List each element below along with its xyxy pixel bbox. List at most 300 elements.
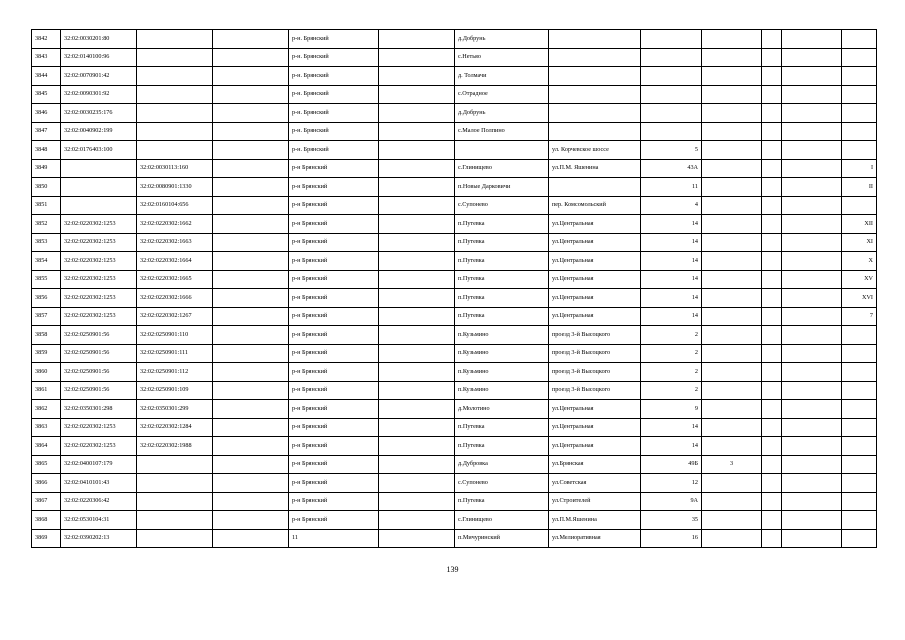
empty-cell (213, 141, 289, 160)
premises-number (842, 122, 877, 141)
empty-cell (213, 529, 289, 548)
cadastral-number-parcel: 32:02:0140100:96 (61, 48, 137, 67)
row-number: 3862 (32, 400, 61, 419)
house-number (641, 48, 702, 67)
empty-cell (213, 437, 289, 456)
empty-cell (379, 233, 455, 252)
building-number (702, 270, 762, 289)
cadastral-number-building (137, 122, 213, 141)
premises-number (842, 48, 877, 67)
building-number (702, 141, 762, 160)
table-row (32, 344, 877, 363)
empty-cell (782, 104, 842, 123)
empty-cell (762, 307, 782, 326)
building-number (702, 252, 762, 271)
locality: п.Кузьмино (455, 326, 549, 345)
empty-cell (782, 492, 842, 511)
table-row (32, 381, 877, 400)
premises-number: XV (842, 270, 877, 289)
locality: п.Путевка (455, 215, 549, 234)
empty-cell (762, 437, 782, 456)
empty-cell (379, 529, 455, 548)
table-row (32, 252, 877, 271)
district: 11 (289, 529, 379, 548)
table-row (32, 363, 877, 382)
house-number: 14 (641, 252, 702, 271)
cadastral-number-parcel: 32:02:0400107:179 (61, 455, 137, 474)
house-number: 9 (641, 400, 702, 419)
locality: с.Глинищево (455, 159, 549, 178)
cadastral-number-parcel: 32:02:0350301:298 (61, 400, 137, 419)
cadastral-number-parcel: 32:02:0070901:42 (61, 67, 137, 86)
empty-cell (762, 178, 782, 197)
empty-cell (782, 511, 842, 530)
empty-cell (379, 307, 455, 326)
locality: п.Путевка (455, 492, 549, 511)
premises-number: 7 (842, 307, 877, 326)
empty-cell (782, 363, 842, 382)
locality (455, 141, 549, 160)
empty-cell (379, 270, 455, 289)
street (549, 122, 641, 141)
empty-cell (213, 400, 289, 419)
row-number: 3843 (32, 48, 61, 67)
cadastral-number-building: 32:02:0250901:110 (137, 326, 213, 345)
empty-cell (782, 196, 842, 215)
district: р-н. Брянский (289, 141, 379, 160)
empty-cell (213, 48, 289, 67)
house-number: 9А (641, 492, 702, 511)
locality: с.Глинищево (455, 511, 549, 530)
cadastral-number-building: 32:02:0220302:1284 (137, 418, 213, 437)
premises-number (842, 381, 877, 400)
cadastral-number-building: 32:02:0220302:1664 (137, 252, 213, 271)
row-number: 3869 (32, 529, 61, 548)
row-number: 3863 (32, 418, 61, 437)
table-row (32, 400, 877, 419)
empty-cell (213, 196, 289, 215)
premises-number (842, 85, 877, 104)
row-number: 3866 (32, 474, 61, 493)
street: ул.Центральная (549, 437, 641, 456)
cadastral-number-parcel: 32:02:0220302:1253 (61, 307, 137, 326)
empty-cell (213, 455, 289, 474)
row-number: 3844 (32, 67, 61, 86)
cadastral-number-parcel: 32:02:0250901:56 (61, 344, 137, 363)
district: р-н. Брянский (289, 122, 379, 141)
table-row (32, 159, 877, 178)
house-number: 16 (641, 529, 702, 548)
house-number: 2 (641, 344, 702, 363)
cadastral-number-parcel: 32:02:0530104:31 (61, 511, 137, 530)
page-number: 139 (446, 565, 459, 574)
table-row (32, 215, 877, 234)
cadastral-number-building: 32:02:0220302:1267 (137, 307, 213, 326)
street (549, 104, 641, 123)
cadastral-number-building (137, 455, 213, 474)
building-number (702, 381, 762, 400)
empty-cell (762, 492, 782, 511)
premises-number (842, 326, 877, 345)
empty-cell (762, 48, 782, 67)
row-number: 3851 (32, 196, 61, 215)
table-row (32, 511, 877, 530)
empty-cell (782, 122, 842, 141)
empty-cell (213, 233, 289, 252)
street (549, 67, 641, 86)
house-number (641, 122, 702, 141)
locality: д. Толмачи (455, 67, 549, 86)
premises-number: XVI (842, 289, 877, 308)
locality: п.Путевка (455, 270, 549, 289)
empty-cell (379, 85, 455, 104)
locality: п.Кузьмино (455, 381, 549, 400)
table-row (32, 270, 877, 289)
premises-number: I (842, 159, 877, 178)
cadastral-number-parcel: 32:02:0220302:1253 (61, 437, 137, 456)
house-number: 14 (641, 233, 702, 252)
house-number: 2 (641, 381, 702, 400)
district: р-н. Брянский (289, 48, 379, 67)
row-number: 3855 (32, 270, 61, 289)
empty-cell (379, 511, 455, 530)
table-row (32, 437, 877, 456)
house-number: 4 (641, 196, 702, 215)
building-number (702, 474, 762, 493)
row-number: 3864 (32, 437, 61, 456)
table-row (32, 85, 877, 104)
street: проезд 3-й Высоцкого (549, 381, 641, 400)
empty-cell (762, 381, 782, 400)
house-number (641, 67, 702, 86)
empty-cell (762, 215, 782, 234)
empty-cell (379, 252, 455, 271)
row-number: 3861 (32, 381, 61, 400)
district: р-н Брянский (289, 455, 379, 474)
street: ул.Мелиоративная (549, 529, 641, 548)
empty-cell (762, 85, 782, 104)
street: ул.П.М.Яшенина (549, 511, 641, 530)
empty-cell (782, 307, 842, 326)
empty-cell (379, 474, 455, 493)
street: ул.Центральная (549, 252, 641, 271)
empty-cell (762, 159, 782, 178)
premises-number: II (842, 178, 877, 197)
empty-cell (379, 400, 455, 419)
cadastral-number-building (137, 48, 213, 67)
building-number (702, 215, 762, 234)
street: ул.Центральная (549, 400, 641, 419)
district: р-н Брянский (289, 363, 379, 382)
empty-cell (213, 474, 289, 493)
empty-cell (782, 67, 842, 86)
cadastral-number-parcel: 32:02:0220302:1253 (61, 289, 137, 308)
building-number (702, 85, 762, 104)
empty-cell (762, 529, 782, 548)
house-number: 2 (641, 363, 702, 382)
table-body (32, 30, 877, 548)
row-number: 3845 (32, 85, 61, 104)
empty-cell (379, 418, 455, 437)
premises-number (842, 511, 877, 530)
house-number: 49Б (641, 455, 702, 474)
table-row (32, 307, 877, 326)
table-row (32, 30, 877, 49)
cadastral-number-parcel: 32:02:0030235:176 (61, 104, 137, 123)
row-number: 3865 (32, 455, 61, 474)
empty-cell (762, 270, 782, 289)
locality: п.Путевка (455, 437, 549, 456)
house-number (641, 104, 702, 123)
row-number: 3853 (32, 233, 61, 252)
building-number (702, 67, 762, 86)
cadastral-number-parcel: 32:02:0250901:56 (61, 381, 137, 400)
empty-cell (762, 455, 782, 474)
table-row (32, 289, 877, 308)
premises-number (842, 104, 877, 123)
empty-cell (762, 400, 782, 419)
locality: с.Супонево (455, 196, 549, 215)
empty-cell (762, 252, 782, 271)
building-number (702, 178, 762, 197)
house-number: 14 (641, 437, 702, 456)
cadastral-number-parcel (61, 196, 137, 215)
street: ул.П.М. Яшенина (549, 159, 641, 178)
empty-cell (782, 270, 842, 289)
street (549, 48, 641, 67)
empty-cell (762, 122, 782, 141)
empty-cell (213, 215, 289, 234)
cadastral-number-building (137, 492, 213, 511)
empty-cell (379, 159, 455, 178)
cadastral-number-building (137, 30, 213, 49)
empty-cell (379, 455, 455, 474)
empty-cell (782, 141, 842, 160)
cadastral-number-building (137, 85, 213, 104)
locality: с.Супонево (455, 474, 549, 493)
empty-cell (762, 418, 782, 437)
district: р-н. Брянский (289, 85, 379, 104)
house-number: 14 (641, 215, 702, 234)
building-number (702, 233, 762, 252)
building-number (702, 326, 762, 345)
locality: п.Путевка (455, 289, 549, 308)
building-number (702, 437, 762, 456)
cadastral-number-building: 32:02:0160104:656 (137, 196, 213, 215)
district: р-н Брянский (289, 474, 379, 493)
empty-cell (213, 270, 289, 289)
empty-cell (782, 178, 842, 197)
district: р-н Брянский (289, 437, 379, 456)
street: ул.Центральная (549, 307, 641, 326)
locality: д.Дубровка (455, 455, 549, 474)
empty-cell (379, 104, 455, 123)
empty-cell (213, 67, 289, 86)
premises-number (842, 196, 877, 215)
empty-cell (379, 437, 455, 456)
row-number: 3867 (32, 492, 61, 511)
building-number (702, 104, 762, 123)
empty-cell (782, 400, 842, 419)
empty-cell (213, 511, 289, 530)
cadastral-number-parcel: 32:02:0390202:13 (61, 529, 137, 548)
empty-cell (213, 381, 289, 400)
locality: с.Нетьяо (455, 48, 549, 67)
empty-cell (213, 104, 289, 123)
building-number (702, 344, 762, 363)
premises-number (842, 30, 877, 49)
locality: с.Малое Полпино (455, 122, 549, 141)
empty-cell (213, 122, 289, 141)
row-number: 3842 (32, 30, 61, 49)
empty-cell (782, 437, 842, 456)
cadastral-number-parcel: 32:02:0220306:42 (61, 492, 137, 511)
cadastral-number-building: 32:02:0220302:1665 (137, 270, 213, 289)
empty-cell (782, 85, 842, 104)
street: проезд 3-й Высоцкого (549, 363, 641, 382)
street: ул.Центральная (549, 215, 641, 234)
district: р-н Брянский (289, 511, 379, 530)
house-number: 14 (641, 270, 702, 289)
cadastral-number-building: 32:02:0080901:1330 (137, 178, 213, 197)
empty-cell (379, 326, 455, 345)
cadastral-number-parcel: 32:02:0220302:1253 (61, 215, 137, 234)
building-number (702, 363, 762, 382)
empty-cell (379, 141, 455, 160)
district: р-н Брянский (289, 270, 379, 289)
row-number: 3859 (32, 344, 61, 363)
cadastral-number-parcel: 32:02:0090301:92 (61, 85, 137, 104)
district: р-н. Брянский (289, 104, 379, 123)
locality: с.Отрадное (455, 85, 549, 104)
premises-number (842, 492, 877, 511)
locality: п.Кузьмино (455, 363, 549, 382)
empty-cell (762, 289, 782, 308)
building-number (702, 196, 762, 215)
table-row (32, 233, 877, 252)
cadastral-number-building (137, 474, 213, 493)
row-number: 3868 (32, 511, 61, 530)
locality: д.Добрунь (455, 30, 549, 49)
table-row (32, 122, 877, 141)
table-row (32, 178, 877, 197)
empty-cell (379, 215, 455, 234)
district: р-н. Брянский (289, 30, 379, 49)
empty-cell (213, 178, 289, 197)
empty-cell (213, 307, 289, 326)
cadastral-number-parcel: 32:02:0040902:199 (61, 122, 137, 141)
house-number: 43А (641, 159, 702, 178)
house-number: 14 (641, 307, 702, 326)
cadastral-number-building: 32:02:0220302:1662 (137, 215, 213, 234)
table-row (32, 455, 877, 474)
cadastral-number-building: 32:02:0250901:109 (137, 381, 213, 400)
row-number: 3854 (32, 252, 61, 271)
empty-cell (782, 289, 842, 308)
house-number: 35 (641, 511, 702, 530)
empty-cell (213, 159, 289, 178)
cadastral-number-parcel: 32:02:0220302:1253 (61, 252, 137, 271)
building-number (702, 122, 762, 141)
empty-cell (379, 344, 455, 363)
cadastral-number-building: 32:02:0250901:112 (137, 363, 213, 382)
empty-cell (213, 418, 289, 437)
empty-cell (379, 196, 455, 215)
district: р-н Брянский (289, 233, 379, 252)
row-number: 3852 (32, 215, 61, 234)
empty-cell (782, 418, 842, 437)
empty-cell (762, 104, 782, 123)
house-number (641, 30, 702, 49)
locality: п.Путевка (455, 418, 549, 437)
building-number (702, 307, 762, 326)
row-number: 3856 (32, 289, 61, 308)
empty-cell (782, 159, 842, 178)
locality: п.Путевка (455, 307, 549, 326)
cadastral-number-building: 32:02:0220302:1663 (137, 233, 213, 252)
address-register-table (31, 29, 877, 548)
premises-number (842, 529, 877, 548)
empty-cell (762, 30, 782, 49)
district: р-н Брянский (289, 178, 379, 197)
row-number: 3857 (32, 307, 61, 326)
empty-cell (379, 178, 455, 197)
locality: п.Путевка (455, 252, 549, 271)
district: р-н Брянский (289, 418, 379, 437)
empty-cell (213, 30, 289, 49)
table-row (32, 529, 877, 548)
empty-cell (782, 215, 842, 234)
locality: п.Путевка (455, 233, 549, 252)
premises-number (842, 344, 877, 363)
district: р-н Брянский (289, 307, 379, 326)
locality: п.Новые Дарковичи (455, 178, 549, 197)
building-number (702, 400, 762, 419)
house-number: 12 (641, 474, 702, 493)
empty-cell (213, 289, 289, 308)
cadastral-number-parcel: 32:02:0250901:56 (61, 363, 137, 382)
premises-number (842, 67, 877, 86)
street: ул.Центральная (549, 418, 641, 437)
building-number (702, 492, 762, 511)
empty-cell (782, 252, 842, 271)
street: ул.Брянская (549, 455, 641, 474)
district: р-н Брянский (289, 215, 379, 234)
premises-number: X (842, 252, 877, 271)
table-row (32, 326, 877, 345)
house-number: 14 (641, 418, 702, 437)
cadastral-number-parcel: 32:02:0220302:1253 (61, 418, 137, 437)
empty-cell (379, 67, 455, 86)
empty-cell (762, 141, 782, 160)
premises-number (842, 455, 877, 474)
building-number (702, 418, 762, 437)
premises-number (842, 363, 877, 382)
empty-cell (782, 455, 842, 474)
empty-cell (379, 492, 455, 511)
cadastral-number-parcel: 32:02:0250901:56 (61, 326, 137, 345)
table-row (32, 48, 877, 67)
row-number: 3860 (32, 363, 61, 382)
empty-cell (782, 326, 842, 345)
district: р-н Брянский (289, 289, 379, 308)
building-number: 3 (702, 455, 762, 474)
empty-cell (762, 344, 782, 363)
table-row (32, 196, 877, 215)
cadastral-number-parcel: 32:02:0220302:1253 (61, 233, 137, 252)
street: пер. Комсомольский (549, 196, 641, 215)
street: ул.Центральная (549, 270, 641, 289)
